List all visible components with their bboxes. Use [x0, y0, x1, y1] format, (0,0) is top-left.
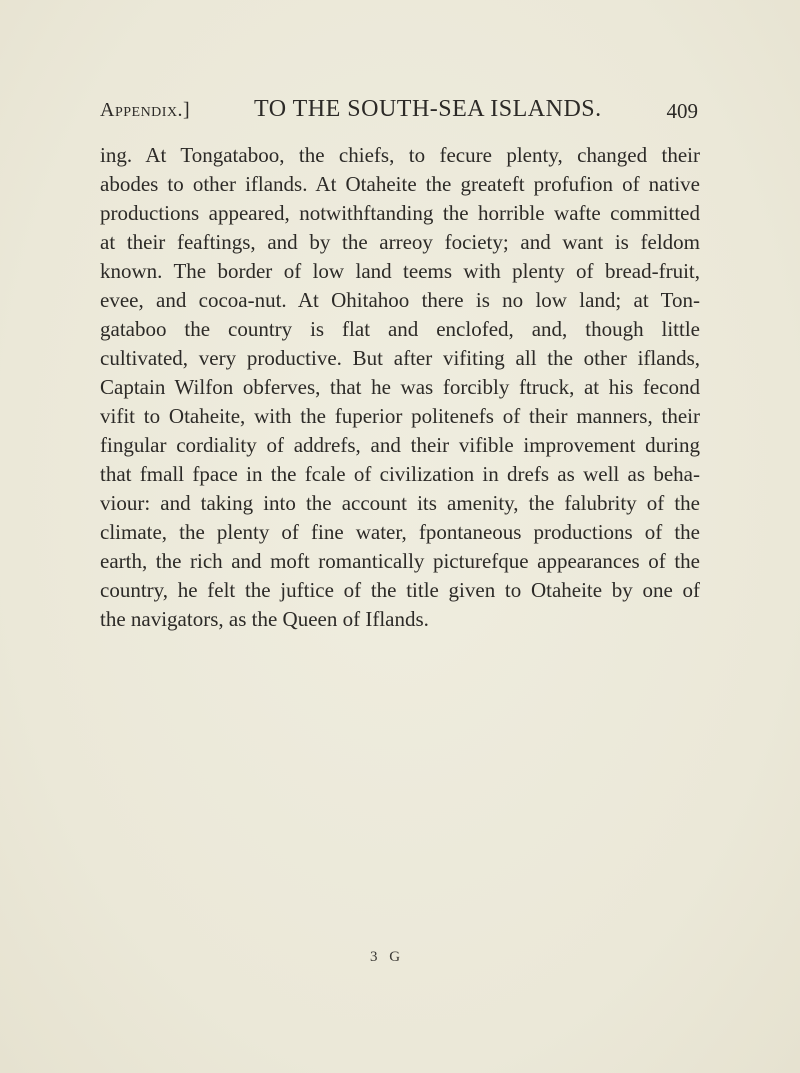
text-line: viour: and taking into the account its amenity, the falubrity of the: [100, 491, 700, 515]
body-text: [100, 141, 700, 634]
running-head: [100, 96, 700, 130]
text-line: gataboo the country is flat and enclofed, and, though little: [100, 317, 700, 341]
text-line: evee, and cocoa-nut. At Ohitahoo there is no low land; at Ton-: [100, 288, 700, 312]
section-label: Appendix.]: [100, 99, 191, 121]
text-line: vifit to Otaheite, with the fuperior politenefs of their manners, their: [100, 404, 700, 428]
text-line: productions appeared, notwithftanding the horrible wafte committed: [100, 201, 700, 225]
text-line: abodes to other iflands. At Otaheite the greateft profufion of native: [100, 172, 700, 196]
text-line: climate, the plenty of fine water, fpontaneous productions of the: [100, 520, 700, 544]
text-line: the navigators, as the Queen of Iflands.: [100, 607, 429, 631]
signature-mark: 3 G: [370, 949, 405, 965]
text-line: fingular cordiality of addrefs, and their vifible improvement during: [100, 433, 700, 457]
text-line: that fmall fpace in the fcale of civilization in drefs as well as beha-: [100, 462, 700, 486]
text-line: earth, the rich and moft romantically picturefque appearances of the: [100, 549, 700, 573]
text-line: ing. At Tongataboo, the chiefs, to fecure plenty, changed their: [100, 143, 700, 167]
text-line: Captain Wilfon obferves, that he was forcibly ftruck, at his fecond: [100, 375, 700, 399]
text-line: known. The border of low land teems with plenty of bread-fruit,: [100, 259, 700, 283]
text-line: cultivated, very productive. But after vifiting all the other iflands,: [100, 346, 700, 370]
text-line: at their feaftings, and by the arreoy fociety; and want is feldom: [100, 230, 700, 254]
text-line: country, he felt the juftice of the title given to Otaheite by one of: [100, 578, 700, 602]
running-title: TO THE SOUTH-SEA ISLANDS.: [254, 96, 602, 122]
page-number: 409: [666, 99, 698, 123]
